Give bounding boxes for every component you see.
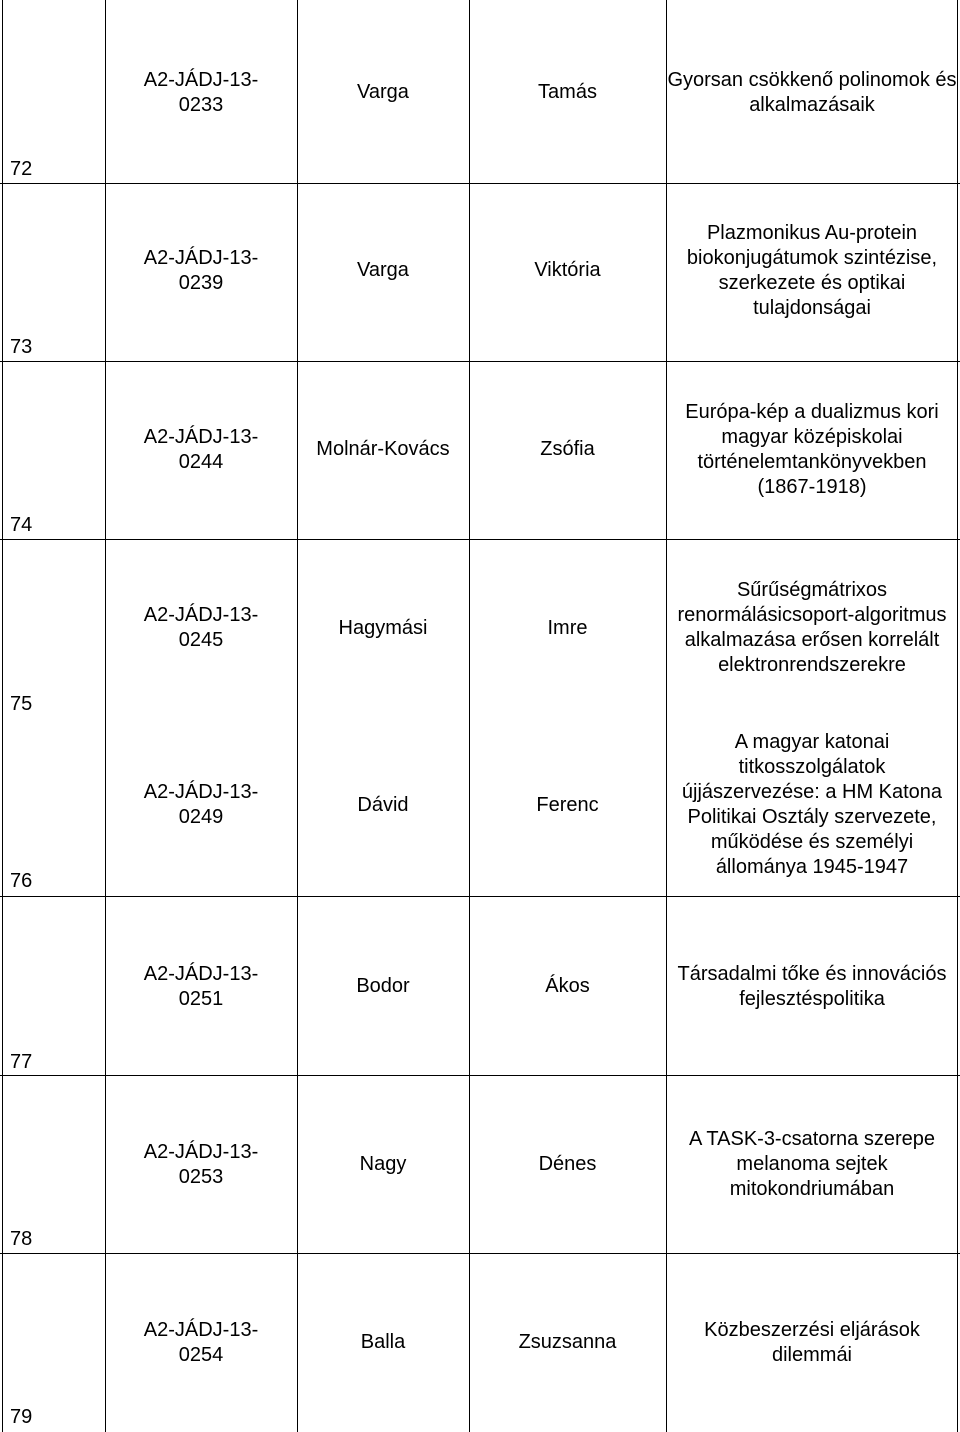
row-number: 72 [10, 158, 33, 180]
thesis-title: Közbeszerzési eljárások dilemmái [704, 1318, 920, 1366]
row-divider [0, 539, 960, 540]
application-code: A2-JÁDJ-13- 0245 [143, 604, 259, 651]
row-number: 78 [10, 1228, 33, 1250]
last-name: Varga [357, 259, 409, 281]
thesis-title: A TASK-3-csatorna szerepe melanoma sejtek mitokondriumában [688, 1128, 936, 1200]
first-name: Imre [547, 616, 588, 639]
table-border-left [2, 0, 3, 1432]
application-code: A2-JÁDJ-13- 0249 [143, 781, 259, 828]
application-code: A2-JÁDJ-13- 0244 [143, 425, 259, 473]
application-code: A2-JÁDJ-13- 0253 [143, 1140, 259, 1188]
application-code: A2-JÁDJ-13- 0239 [143, 246, 259, 294]
last-name: Varga [357, 81, 409, 103]
row-number: 74 [10, 514, 33, 536]
first-name: Ferenc [536, 793, 599, 816]
first-name: Dénes [538, 1153, 597, 1175]
last-name: Dávid [357, 793, 409, 816]
row-divider [0, 361, 960, 362]
row-divider [0, 896, 960, 897]
row-number: 75 [10, 693, 33, 715]
last-name: Nagy [359, 1153, 407, 1175]
table-border-right [957, 0, 958, 1432]
last-name: Molnár-Kovács [316, 438, 450, 460]
first-name: Tamás [538, 81, 597, 103]
row-divider [0, 1075, 960, 1076]
application-code: A2-JÁDJ-13- 0233 [143, 68, 259, 116]
application-code: A2-JÁDJ-13- 0251 [143, 962, 259, 1010]
thesis-title: A magyar katonai titkosszolgálatok újjászervezése: a HM Katona Politikai Osztály szervezete, működése és személyi állománya 1945-1947 [681, 731, 943, 878]
thesis-title: Sűrűségmátrixos renormálásicsoport-algoritmus alkalmazása erősen korrelált elektronrendszerekre [677, 579, 947, 676]
row-number: 77 [10, 1051, 33, 1073]
application-code: A2-JÁDJ-13- 0254 [143, 1318, 259, 1366]
first-name: Ákos [545, 975, 590, 997]
thesis-title: Plazmonikus Au-protein biokonjugátumok szintézise, szerkezete és optikai tulajdonságai [686, 221, 938, 319]
first-name: Zsófia [540, 438, 595, 460]
first-name: Viktória [534, 259, 601, 281]
last-name: Bodor [356, 975, 410, 997]
row-divider [0, 1253, 960, 1254]
row-divider [0, 183, 960, 184]
last-name: Hagymási [338, 616, 428, 639]
thesis-title: Európa-kép a dualizmus kori magyar középiskolai történelemtankönyvekben (1867-1918) [685, 400, 939, 498]
row-number: 73 [10, 336, 33, 358]
row-number: 79 [10, 1406, 33, 1428]
thesis-title: Társadalmi tőke és innovációs fejlesztéspolitika [677, 962, 947, 1010]
row-number: 76 [10, 870, 33, 892]
last-name: Balla [360, 1331, 406, 1353]
first-name: Zsuzsanna [518, 1331, 617, 1353]
thesis-title: Gyorsan csökkenő polinomok és alkalmazásaik [667, 68, 957, 116]
